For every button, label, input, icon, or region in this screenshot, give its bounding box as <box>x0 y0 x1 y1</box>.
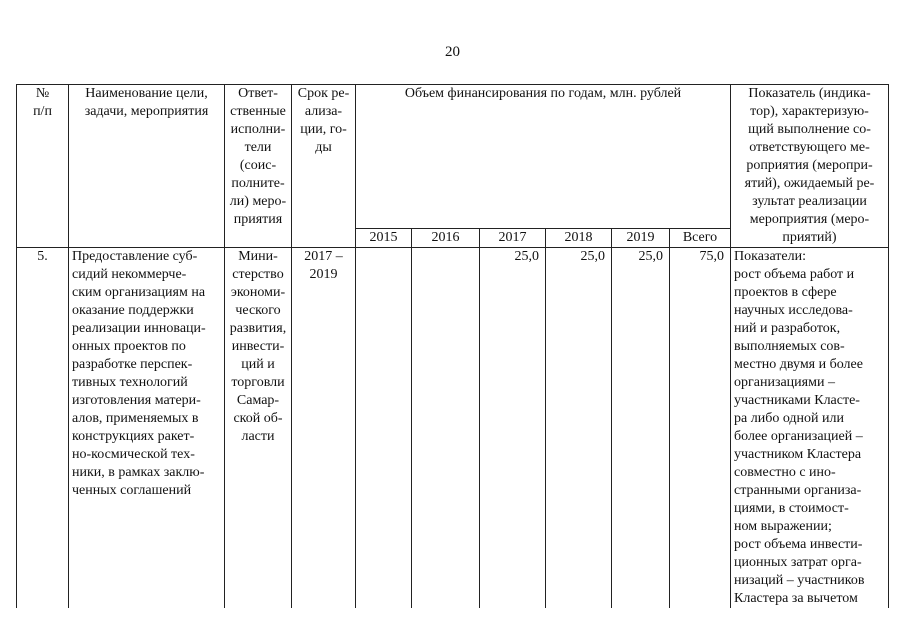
row-term: 2017 – 2019 <box>292 248 356 609</box>
row-responsible: Мини- стерство экономи- ческого развития, инвести- ций и торговли Самар- ской об- ласти <box>225 248 292 609</box>
header-year-2016: 2016 <box>412 229 480 248</box>
page-number: 20 <box>445 44 460 60</box>
header-year-2019: 2019 <box>612 229 670 248</box>
row-name: Предоставление суб- сидий некоммерче- ским организациям на оказание поддержки реализации инноваци- онных проектов по разработке перспек- тивных технологий изготовления матери- алов, применяемых в конструкциях ракет- но-космической тех- ники, в рамках заклю- ченных соглашений <box>69 248 225 609</box>
row-value-2017: 25,0 <box>480 248 546 609</box>
header-indicator: Показатель (индика- тор), характеризую- щий выполнение со- ответствующего ме- роприятия (меропри- ятий), ожидаемый ре- зультат реализации мероприятия (меро- приятий) <box>731 85 889 248</box>
header-num: № п/п <box>17 85 69 248</box>
header-responsible: Ответ- ственные исполни- тели (соис- полните- ли) меро- приятия <box>225 85 292 248</box>
row-value-2019: 25,0 <box>612 248 670 609</box>
header-year-2017: 2017 <box>480 229 546 248</box>
row-value-2016 <box>412 248 480 609</box>
header-name: Наименование цели, задачи, мероприятия <box>69 85 225 248</box>
row-indicator: Показатели: рост объема работ и проектов в сфере научных исследова- ний и разработок, выполняемых сов- местно двумя и более организациями – участниками Класте- ра либо одной или более организацией – участником Кластера совместно с ино- странными организа- циями, в стоимост- ном выражении; рост объема инвести- ционных затрат орга- низаций – участников Кластера за вычетом <box>731 248 889 609</box>
header-year-2018: 2018 <box>546 229 612 248</box>
header-row <box>17 85 889 229</box>
header-funding: Объем финансирования по годам, млн. рублей <box>356 85 731 229</box>
program-table <box>16 84 889 608</box>
row-value-total: 75,0 <box>670 248 731 609</box>
row-value-2018: 25,0 <box>546 248 612 609</box>
row-value-2015 <box>356 248 412 609</box>
header-year-2015: 2015 <box>356 229 412 248</box>
row-num: 5. <box>17 248 69 609</box>
table-row <box>17 248 889 609</box>
header-term: Срок ре- ализа- ции, го- ды <box>292 85 356 248</box>
header-year-total: Всего <box>670 229 731 248</box>
